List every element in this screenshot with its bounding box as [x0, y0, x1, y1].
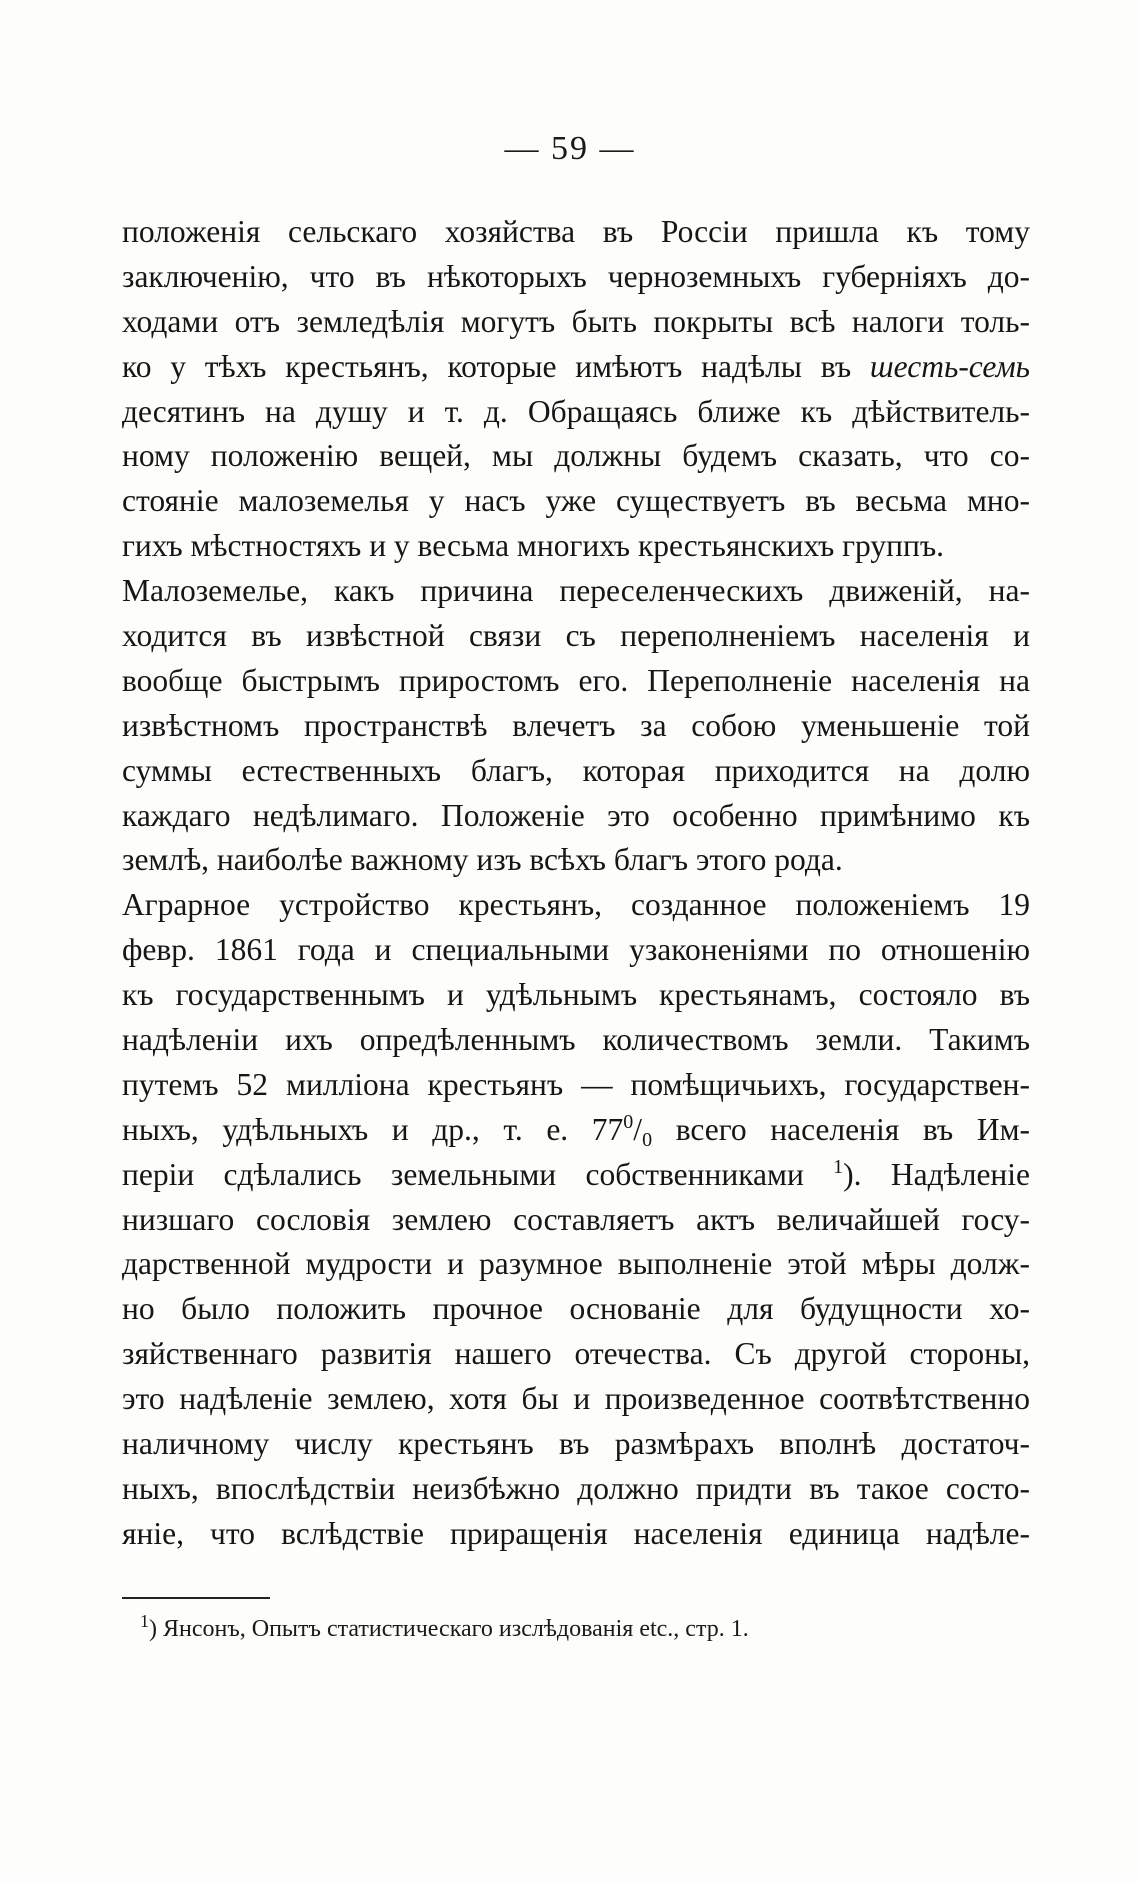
body-text — [122, 210, 1030, 1557]
page-number: — 59 — — [504, 130, 636, 167]
footnote-reference: 1 — [833, 1155, 844, 1178]
text-line: февр. 1861 года и специальными узаконеніями по отношенію — [122, 932, 1030, 968]
text-line: дарственной мудрости и разумное выполненіе этой мѣры долж- — [122, 1246, 1030, 1282]
text-line: но было положить прочное основаніе для будущности хо- — [122, 1291, 1030, 1327]
text-line-with-italic — [122, 345, 1030, 390]
text-line: яніе, что вслѣдствіе приращенія населенія единица надѣле- — [122, 1515, 1030, 1551]
text-line: путемъ 52 милліона крестьянъ — помѣщичьихъ, государствен- — [122, 1066, 1030, 1102]
text-line: вообще быстрымъ приростомъ его. Переполненіе населенія на — [122, 662, 1030, 698]
text-line: десятинъ на душу и т. д. Обращаясь ближе къ дѣйствитель- — [122, 393, 1030, 429]
text-line: заключенію, что въ нѣкоторыхъ черноземныхъ губерніяхъ до- — [122, 258, 1030, 294]
text-segment: всего населенія въ Им- — [675, 1111, 1030, 1147]
footnote-divider — [122, 1597, 270, 1599]
text-line: къ государственнымъ и удѣльнымъ крестьянамъ, состояло въ — [122, 977, 1030, 1013]
text-line: каждаго недѣлимаго. Положеніе это особенно примѣнимо къ — [122, 797, 1030, 833]
text-line: ходится въ извѣстной связи съ переполненіемъ населенія и — [122, 618, 1030, 654]
text-line: положенія сельскаго хозяйства въ Россіи пришла къ тому — [122, 214, 1030, 249]
text-line: извѣстномъ пространствѣ влечетъ за собою уменьшеніе той — [122, 707, 1030, 743]
text-line-with-footnote-ref — [122, 1153, 1030, 1198]
text-line-with-percent: ныхъ, удѣльныхъ и др., т. е. $77^0/_0$ всего населенія въ Им- — [122, 1110, 1030, 1151]
text-line: надѣленіи ихъ опредѣленнымъ количествомъ земли. Такимъ — [122, 1022, 1030, 1058]
text-line: ныхъ, впослѣдствіи неизбѣжно должно придти въ такое состо- — [122, 1470, 1030, 1506]
text-segment: ). Надѣленіе — [843, 1156, 1030, 1192]
percent-sup: 0 — [623, 1110, 634, 1133]
percent-sub: 0 — [642, 1128, 653, 1151]
text-line: ходами отъ земледѣлія могутъ быть покрыты всѣ налоги толь- — [122, 303, 1030, 339]
text-line: суммы естественныхъ благъ, которая приходится на долю — [122, 752, 1030, 788]
text-line: гихъ мѣстностяхъ и у весьма многихъ крестьянскихъ группъ. — [122, 528, 944, 564]
text-segment: ко у тѣхъ крестьянъ, которые имѣютъ надѣлы въ — [122, 348, 852, 384]
text-line: ному положенію вещей, мы должны будемъ сказать, что со- — [122, 438, 1030, 474]
text-line: землѣ, наиболѣе важному изъ всѣхъ благъ этого рода. — [122, 842, 843, 878]
footnote — [140, 1612, 1020, 1646]
italic-phrase: шесть-семь — [869, 348, 1030, 384]
text-segment: періи сдѣлались земельными собственниками — [122, 1156, 804, 1192]
footnote-text: ) Янсонъ, Опытъ статистическаго изслѣдованія etc., стр. 1. — [149, 1616, 749, 1642]
footnote-marker: 1 — [140, 1611, 149, 1631]
text-segment: ныхъ, удѣльныхъ и др., т. е. 77 — [122, 1111, 624, 1147]
text-line: зяйственнаго развитія нашего отечества. Съ другой стороны, — [122, 1336, 1030, 1372]
text-line: низшаго сословія землею составляетъ актъ величайшей госу- — [122, 1201, 1030, 1237]
text-line: стояніе малоземелья у насъ уже существуетъ въ весьма мно- — [122, 483, 1030, 519]
text-line: наличному числу крестьянъ въ размѣрахъ вполнѣ достаточ- — [122, 1426, 1030, 1462]
text-line: Малоземелье, какъ причина переселенческихъ движеній, на- — [122, 573, 1030, 609]
text-line: Аграрное устройство крестьянъ, созданное положеніемъ 19 — [122, 887, 1030, 923]
text-line: это надѣленіе землею, хотя бы и произведенное соотвѣтственно — [122, 1381, 1030, 1417]
